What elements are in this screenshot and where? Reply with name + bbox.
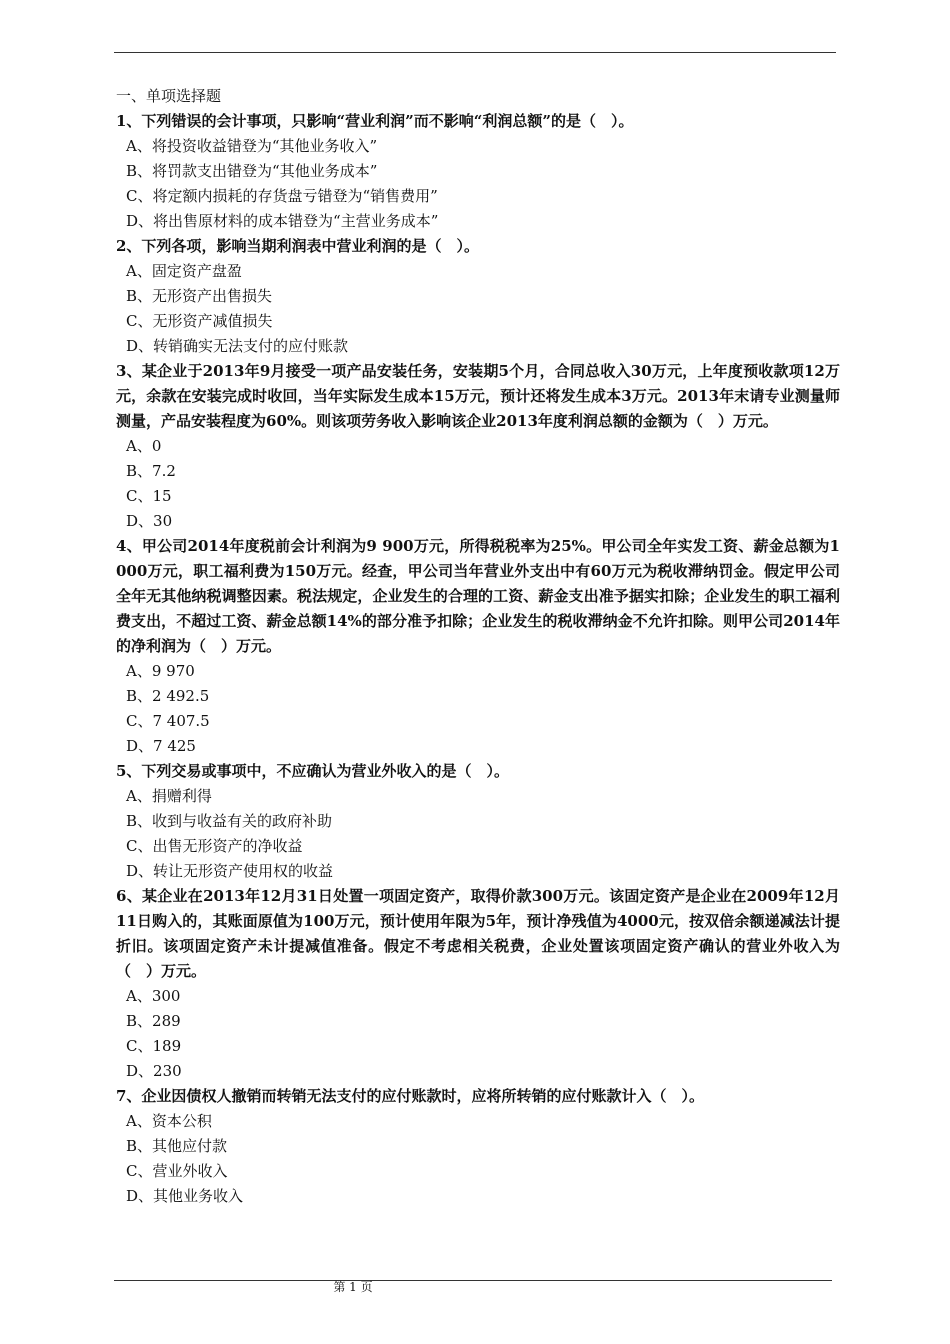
question-text: 2、下列各项，影响当期利润表中营业利润的是（ ）。	[116, 237, 479, 255]
question-text: 5、下列交易或事项中，不应确认为营业外收入的是（ ）。	[116, 762, 509, 780]
page-number: 第 1 页	[333, 1280, 373, 1294]
question-text: 3、某企业于2013年9月接受一项产品安装任务，安装期5个月，合同总收入30万元，上年度预收款项12万元，余款在安装完成时收回，当年实际发生成本15万元，预计还将发生成本3万元。2013年末请专业测量师测量，产品安装程度为60%。则该项劳务收入影响该企业2013年度利润总额的金额为（ ）万元。	[116, 362, 840, 430]
option-d: D、30	[126, 512, 173, 530]
question-4	[116, 534, 840, 759]
option-c: C、营业外收入	[126, 1162, 228, 1180]
option-b: B、将罚款支出错登为“其他业务成本”	[126, 162, 378, 180]
option-c: C、15	[126, 487, 172, 505]
option-d: D、转让无形资产使用权的收益	[126, 862, 334, 880]
option-c: C、189	[126, 1037, 182, 1055]
option-c: C、将定额内损耗的存货盘亏错登为“销售费用”	[126, 187, 438, 205]
question-text: 4、甲公司2014年度税前会计利润为9 900万元，所得税税率为25%。甲公司全年实发工资、薪金总额为1 000万元，职工福利费为150万元。经查，甲公司当年营业外支出中有60万元为税收滞纳罚金。假定甲公司全年无其他纳税调整因素。税法规定，企业发生的合理的工资、薪金支出准予据实扣除；企业发生的职工福利费支出，不超过工资、薪金总额14%的部分准予扣除；企业发生的税收滞纳金不允许扣除。则甲公司2014年的净利润为（ ）万元。	[116, 537, 840, 655]
option-d: D、将出售原材料的成本错登为“主营业务成本”	[126, 212, 439, 230]
option-b: B、289	[126, 1012, 181, 1030]
option-b: B、其他应付款	[126, 1137, 228, 1155]
option-a: A、固定资产盘盈	[126, 262, 242, 280]
option-a: A、9 970	[126, 662, 195, 680]
question-text: 1、下列错误的会计事项，只影响“营业利润”而不影响“利润总额”的是（ ）。	[116, 112, 634, 130]
option-c: C、出售无形资产的净收益	[126, 837, 303, 855]
option-d: D、230	[126, 1062, 182, 1080]
question-5	[116, 759, 840, 884]
header-rule	[114, 52, 836, 53]
option-a: A、300	[126, 987, 181, 1005]
section-title: 一、单项选择题	[116, 87, 222, 105]
question-1	[116, 109, 840, 234]
option-c: C、7 407.5	[126, 712, 210, 730]
option-a: A、捐赠利得	[126, 787, 212, 805]
option-d: D、转销确实无法支付的应付账款	[126, 337, 349, 355]
option-a: A、将投资收益错登为“其他业务收入”	[126, 137, 378, 155]
question-3	[116, 359, 840, 534]
question-text: 7、企业因债权人撤销而转销无法支付的应付账款时，应将所转销的应付账款计入（ ）。	[116, 1087, 704, 1105]
question-2	[116, 234, 840, 359]
option-a: A、资本公积	[126, 1112, 212, 1130]
option-b: B、7.2	[126, 462, 176, 480]
option-d: D、其他业务收入	[126, 1187, 244, 1205]
option-b: B、2 492.5	[126, 687, 210, 705]
option-c: C、无形资产减值损失	[126, 312, 273, 330]
option-a: A、0	[126, 437, 162, 455]
question-6	[116, 884, 840, 1084]
option-b: B、收到与收益有关的政府补助	[126, 812, 333, 830]
question-7	[116, 1084, 840, 1209]
option-d: D、7 425	[126, 737, 196, 755]
page-footer	[0, 1279, 950, 1295]
question-text: 6、某企业在2013年12月31日处置一项固定资产，取得价款300万元。该固定资产是企业在2009年12月11日购入的，其账面原值为100万元，预计使用年限为5年，预计净残值为4000元，按双倍余额递减法计提折旧。该项固定资产未计提减值准备。假定不考虑相关税费，企业处置该项固定资产确认的营业外收入为（ ）万元。	[116, 887, 840, 980]
document-body	[116, 84, 840, 1209]
option-b: B、无形资产出售损失	[126, 287, 273, 305]
